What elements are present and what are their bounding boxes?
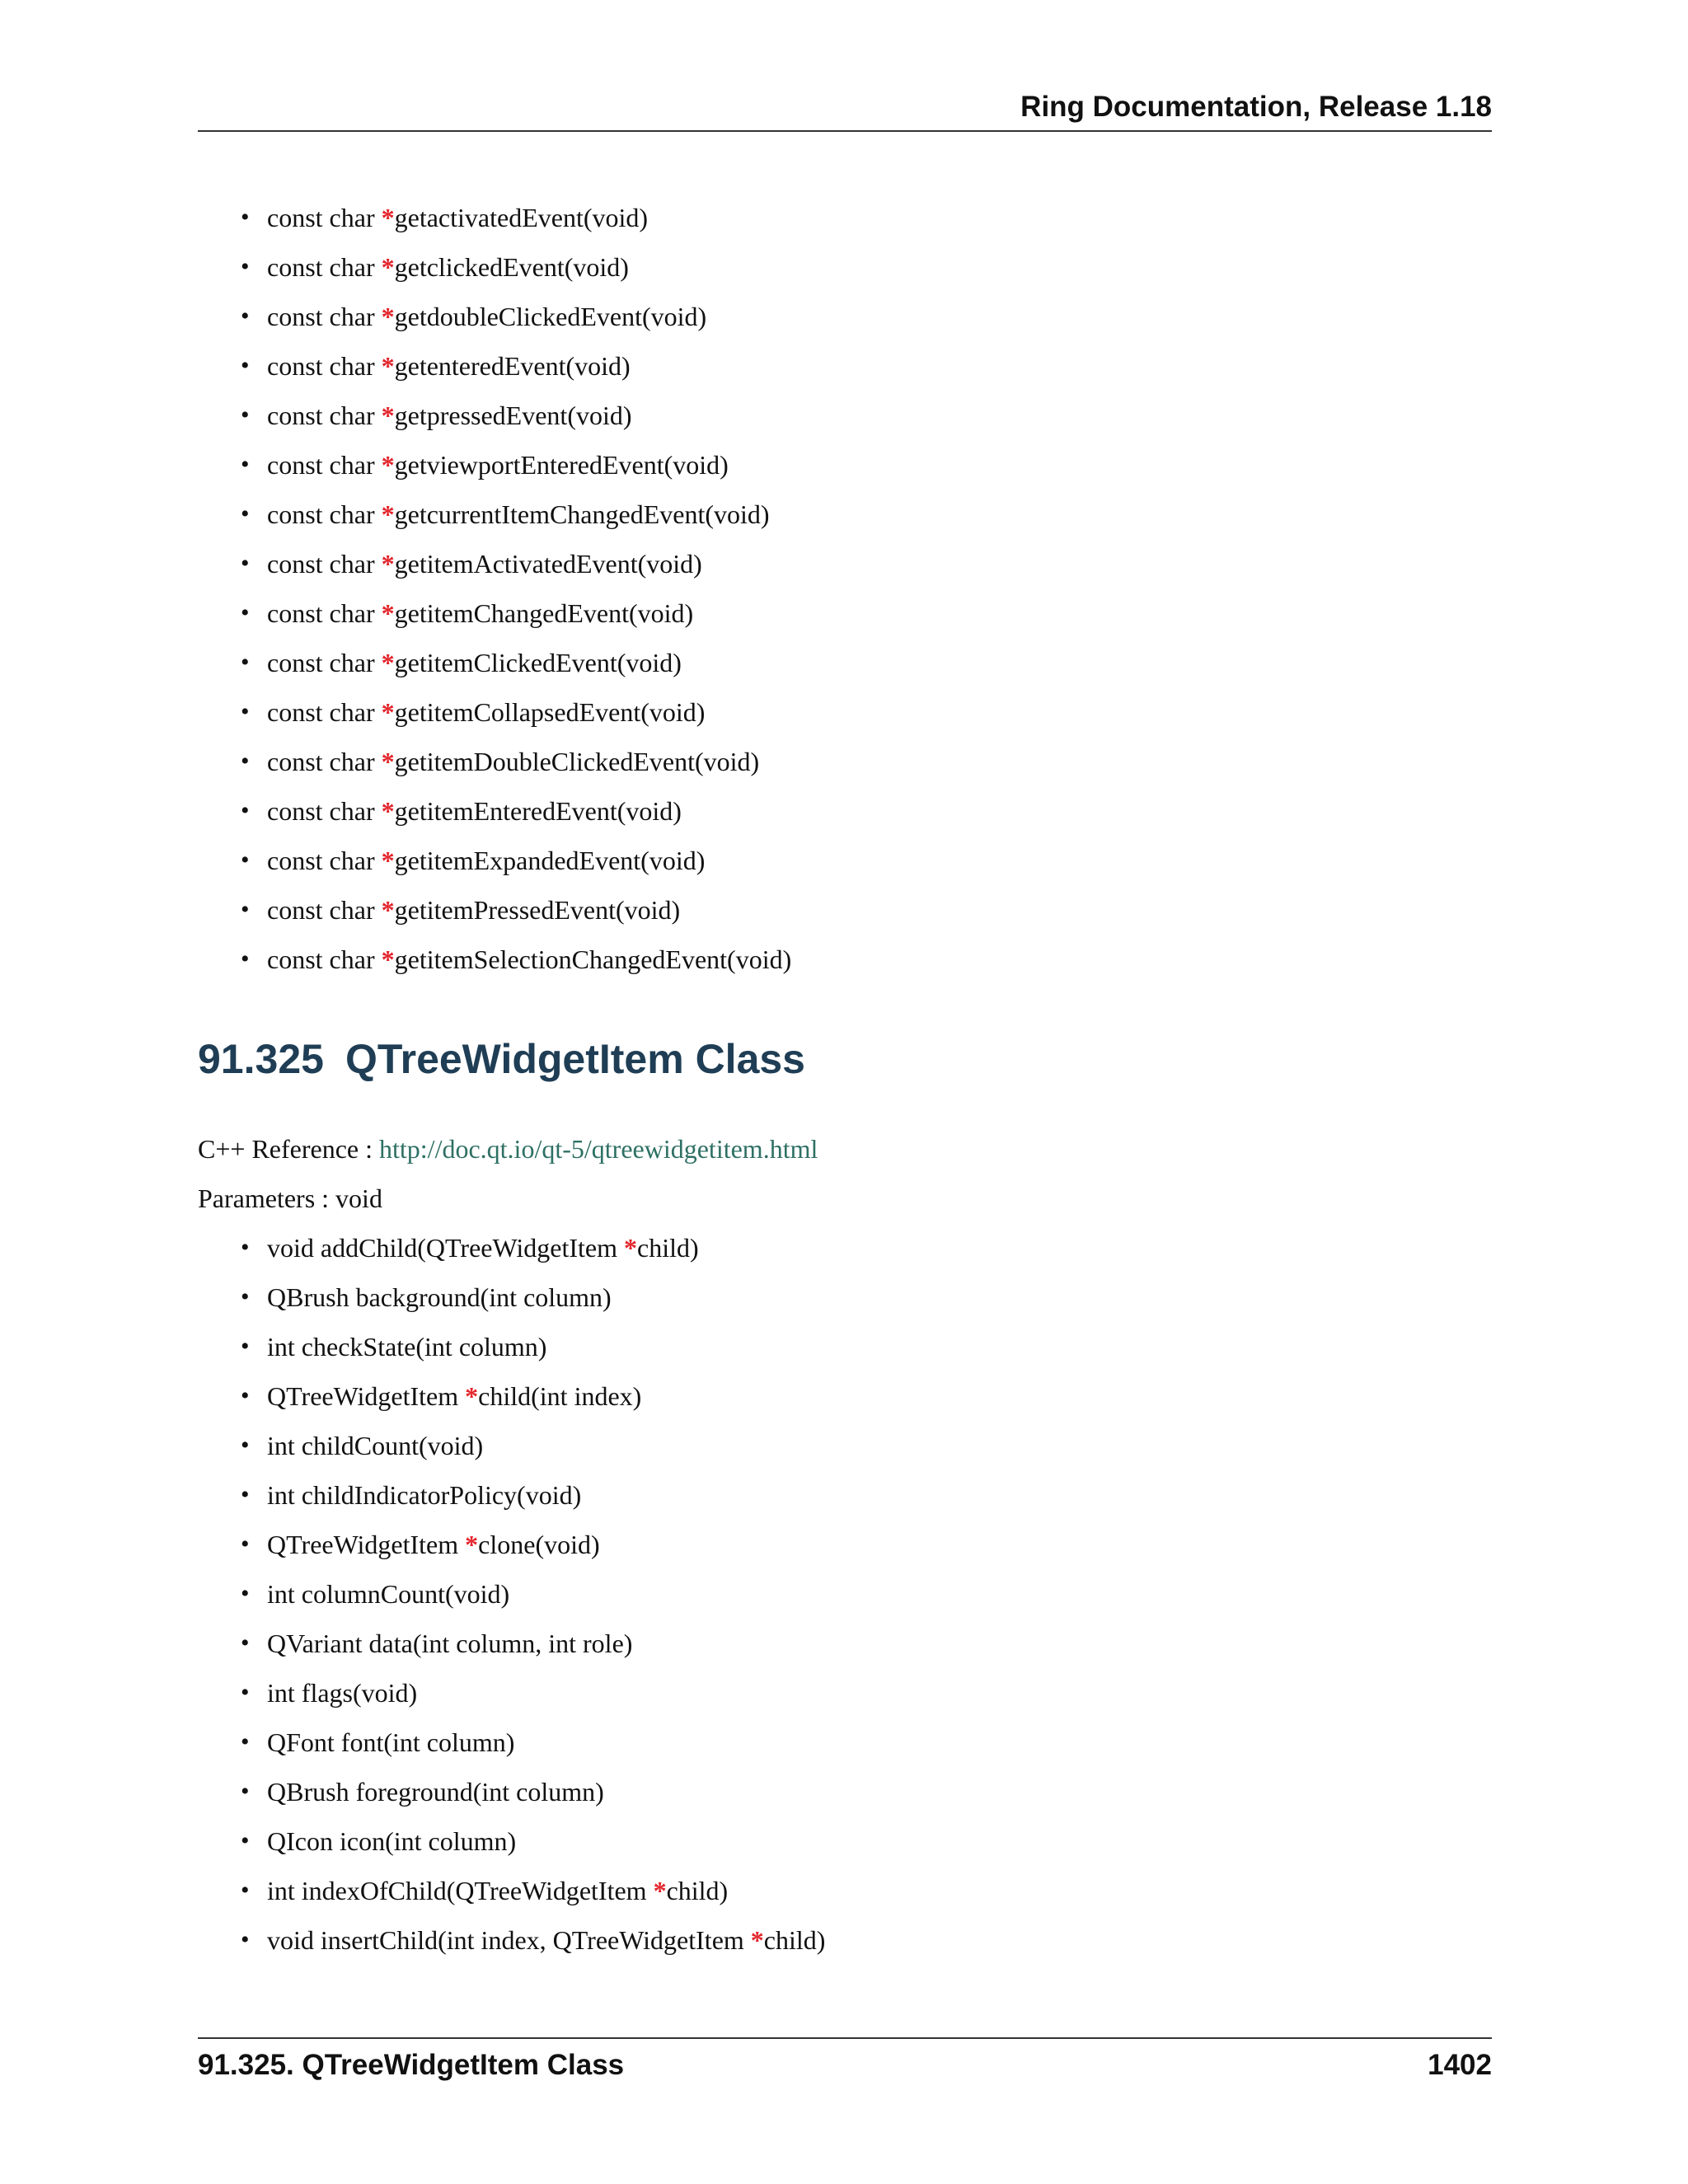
list-item: • const char *getitemClickedEvent(void) [239,638,791,687]
page-footer [198,2037,1492,2088]
list-item: • const char *getcurrentItemChangedEvent(void) [239,490,791,539]
list-item: • QTreeWidgetItem *child(int index) [239,1371,825,1421]
list-item: • const char *getclickedEvent(void) [239,242,791,292]
bullet-icon: • [241,1481,250,1508]
list-item: • void addChild(QTreeWidgetItem *child) [239,1223,825,1272]
bullet-icon: • [241,1234,250,1261]
events-list [239,193,791,984]
bullet-icon: • [241,1926,250,1953]
bullet-icon: • [241,896,250,923]
list-item: • int childCount(void) [239,1421,825,1470]
list-item: • void insertChild(int index, QTreeWidgetItem *child) [239,1915,825,1965]
bullet-icon: • [241,302,250,330]
bullet-icon: • [241,253,250,280]
bullet-icon: • [241,451,250,478]
bullet-icon: • [241,1679,250,1706]
list-item: • const char *getitemExpandedEvent(void) [239,836,791,885]
parameters-text: Parameters : void [198,1183,382,1213]
bullet-icon: • [241,550,250,577]
bullet-icon: • [241,945,250,972]
list-item: • QIcon icon(int column) [239,1816,825,1866]
list-item: • QBrush background(int column) [239,1272,825,1322]
list-item: • const char *getitemActivatedEvent(void) [239,539,791,588]
list-item: • const char *getactivatedEvent(void) [239,193,791,242]
list-item: • const char *getdoubleClickedEvent(void) [239,292,791,341]
list-item: • const char *getitemSelectionChangedEvent(void) [239,935,791,984]
reference-link[interactable]: http://doc.qt.io/qt-5/qtreewidgetitem.html [379,1134,818,1164]
bullet-icon: • [241,1877,250,1904]
list-item: • const char *getitemDoubleClickedEvent(void) [239,737,791,786]
bullet-icon: • [241,352,250,379]
list-item: • const char *getenteredEvent(void) [239,341,791,391]
list-item: • QFont font(int column) [239,1718,825,1767]
bullet-icon: • [241,1432,250,1459]
cpp-reference: C++ Reference : http://doc.qt.io/qt-5/qtreewidgetitem.html [198,1134,818,1164]
list-item: • const char *getitemChangedEvent(void) [239,588,791,638]
list-item: • const char *getitemEnteredEvent(void) [239,786,791,836]
page-header [198,91,1492,132]
list-item: • QVariant data(int column, int role) [239,1619,825,1668]
section-title: 91.325 QTreeWidgetItem Class [198,1036,805,1082]
footer-section-title: 91.325. QTreeWidgetItem Class [198,2049,625,2081]
list-item: • int flags(void) [239,1668,825,1718]
list-item: • int indexOfChild(QTreeWidgetItem *child) [239,1866,825,1915]
list-item: • int checkState(int column) [239,1322,825,1371]
header-title: Ring Documentation, Release 1.18 [1020,91,1492,123]
bullet-icon: • [241,698,250,725]
page-number: 1402 [1428,2049,1492,2081]
list-item: • int columnCount(void) [239,1569,825,1619]
bullet-icon: • [241,1283,250,1310]
list-item: • QTreeWidgetItem *clone(void) [239,1520,825,1569]
bullet-icon: • [241,1778,250,1805]
bullet-icon: • [241,401,250,429]
bullet-icon: • [241,797,250,824]
bullet-icon: • [241,1580,250,1607]
list-item: • int childIndicatorPolicy(void) [239,1470,825,1520]
list-item: • const char *getitemPressedEvent(void) [239,885,791,935]
bullet-icon: • [241,1530,250,1558]
methods-list [239,1223,825,1965]
list-item: • const char *getitemCollapsedEvent(void) [239,687,791,737]
bullet-icon: • [241,500,250,527]
bullet-icon: • [241,846,250,874]
bullet-icon: • [241,1629,250,1657]
bullet-icon: • [241,599,250,626]
bullet-icon: • [241,204,250,231]
bullet-icon: • [241,1333,250,1360]
bullet-icon: • [241,1728,250,1755]
bullet-icon: • [241,1382,250,1409]
list-item: • QBrush foreground(int column) [239,1767,825,1816]
bullet-icon: • [241,1827,250,1854]
list-item: • const char *getpressedEvent(void) [239,391,791,440]
list-item: • const char *getviewportEnteredEvent(void) [239,440,791,490]
bullet-icon: • [241,649,250,676]
bullet-icon: • [241,748,250,775]
